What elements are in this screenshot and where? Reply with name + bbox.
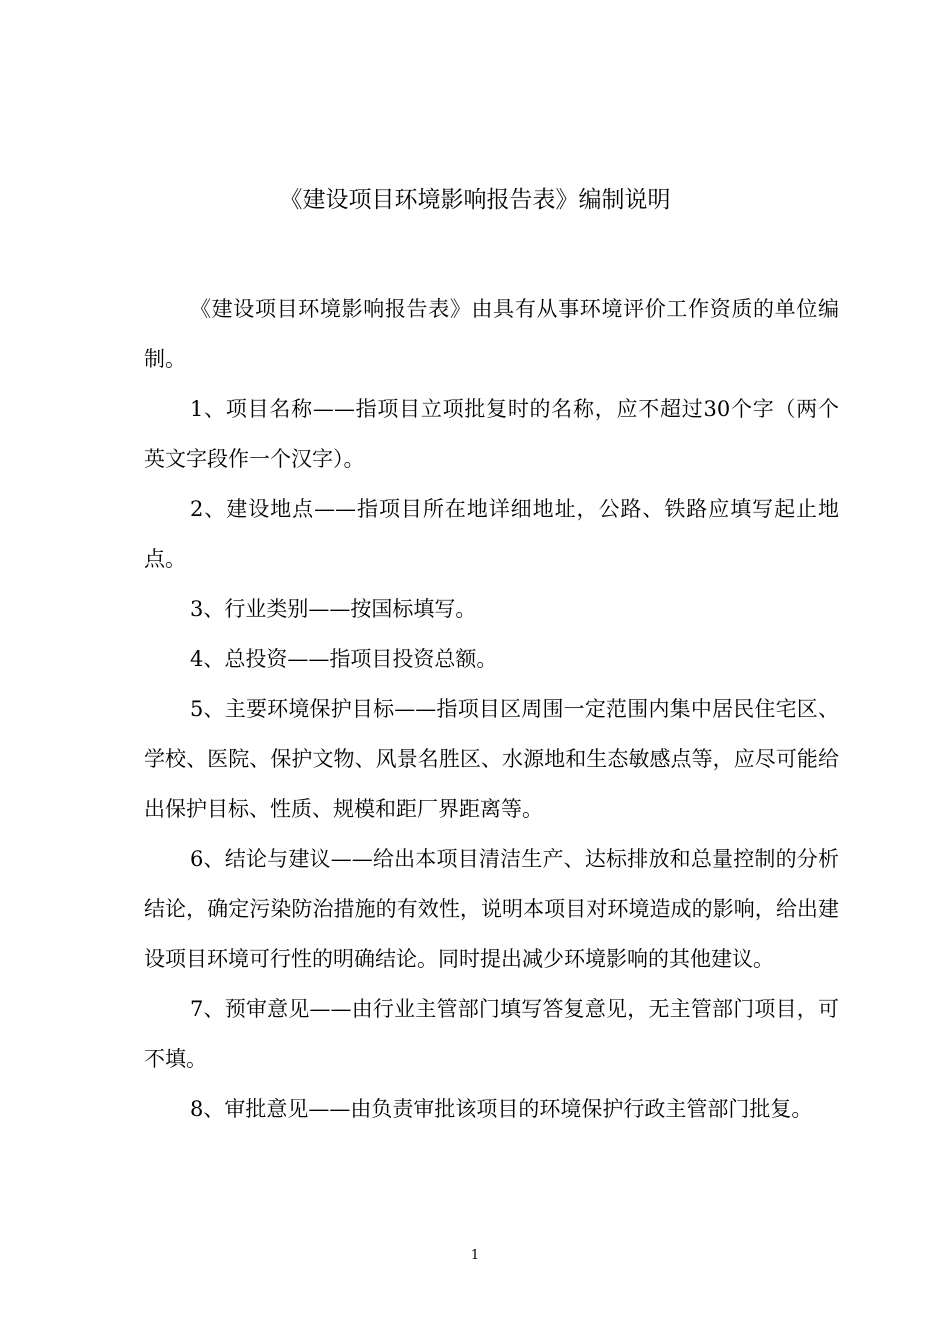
- document-title: 《建设项目环境影响报告表》编制说明: [279, 187, 671, 213]
- paragraph-item-8: 8、审批意见——由负责审批该项目的环境保护行政主管部门批复。: [190, 1097, 813, 1121]
- paragraph-item-1: 1、项目名称——指项目立项批复时的名称，应不超过30个字（两个英文字段作一个汉字）。: [144, 397, 839, 471]
- paragraph-item-4: 4、总投资——指项目投资总额。: [190, 647, 498, 671]
- paragraph-item-3: 3、行业类别——按国标填写。: [190, 597, 477, 621]
- paragraph-item-5: 5、主要环境保护目标——指项目区周围一定范围内集中居民住宅区、学校、医院、保护文物、风景名胜区、水源地和生态敏感点等，应尽可能给出保护目标、性质、规模和距厂界距离等。: [144, 697, 839, 821]
- paragraph-intro: 《建设项目环境影响报告表》由具有从事环境评价工作资质的单位编制。: [144, 297, 839, 371]
- page-number: 1: [470, 1248, 480, 1263]
- paragraph-item-7: 7、预审意见——由行业主管部门填写答复意见，无主管部门项目，可不填。: [144, 997, 839, 1071]
- paragraph-item-6: 6、结论与建议——给出本项目清洁生产、达标排放和总量控制的分析结论，确定污染防治措施的有效性，说明本项目对环境造成的影响，给出建设项目环境可行性的明确结论。同时提出减少环境影响的其他建议。: [144, 847, 839, 971]
- document-body: [144, 284, 839, 1134]
- paragraph-item-2: 2、建设地点——指项目所在地详细地址，公路、铁路应填写起止地点。: [144, 497, 839, 571]
